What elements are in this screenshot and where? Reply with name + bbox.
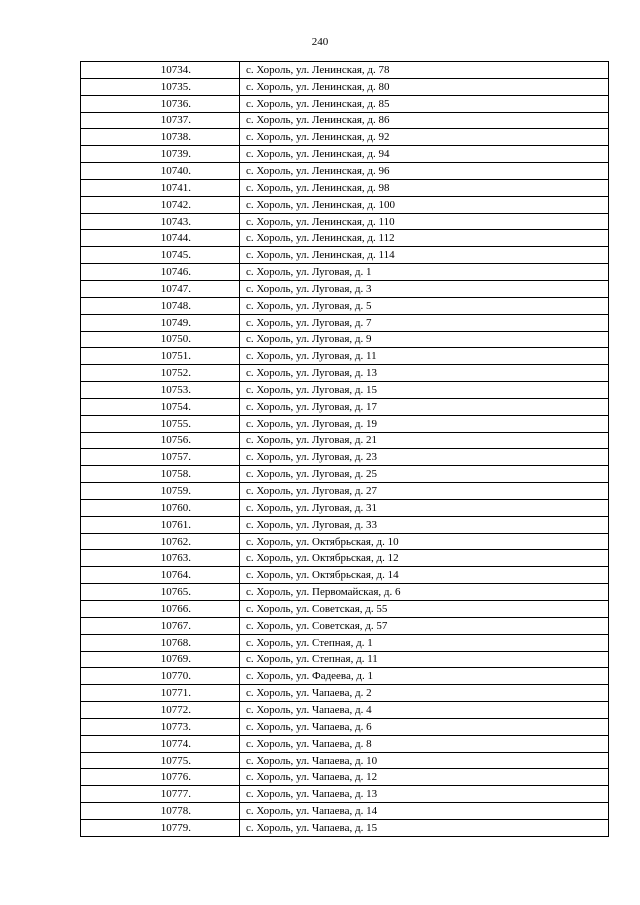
table-row: [81, 331, 609, 348]
row-address: с. Хороль, ул. Чапаева, д. 8: [240, 735, 609, 752]
row-number: 10744.: [81, 230, 240, 247]
row-number: 10740.: [81, 163, 240, 180]
table-row: [81, 129, 609, 146]
table-row: [81, 651, 609, 668]
table-row: [81, 230, 609, 247]
row-number: 10773.: [81, 718, 240, 735]
row-number: 10774.: [81, 735, 240, 752]
table-row: [81, 163, 609, 180]
row-number: 10735.: [81, 78, 240, 95]
table-row: [81, 365, 609, 382]
table-row: [81, 819, 609, 836]
row-number: 10757.: [81, 449, 240, 466]
row-number: 10758.: [81, 466, 240, 483]
table-row: [81, 264, 609, 281]
row-number: 10768.: [81, 634, 240, 651]
row-address: с. Хороль, ул. Ленинская, д. 92: [240, 129, 609, 146]
table-row: [81, 432, 609, 449]
row-number: 10764.: [81, 567, 240, 584]
row-address: с. Хороль, ул. Чапаева, д. 14: [240, 803, 609, 820]
row-number: 10779.: [81, 819, 240, 836]
row-number: 10739.: [81, 146, 240, 163]
row-address: с. Хороль, ул. Луговая, д. 3: [240, 280, 609, 297]
table-row: [81, 786, 609, 803]
row-address: с. Хороль, ул. Советская, д. 57: [240, 617, 609, 634]
table-row: [81, 668, 609, 685]
table-row: [81, 567, 609, 584]
table-row: [81, 685, 609, 702]
row-address: с. Хороль, ул. Луговая, д. 13: [240, 365, 609, 382]
row-number: 10753.: [81, 382, 240, 399]
table-row: [81, 516, 609, 533]
page-number: 240: [311, 36, 329, 48]
table-row: [81, 803, 609, 820]
row-address: с. Хороль, ул. Ленинская, д. 85: [240, 95, 609, 112]
row-address: с. Хороль, ул. Луговая, д. 23: [240, 449, 609, 466]
row-address: с. Хороль, ул. Луговая, д. 7: [240, 314, 609, 331]
table-row: [81, 213, 609, 230]
row-address: с. Хороль, ул. Ленинская, д. 94: [240, 146, 609, 163]
row-number: 10749.: [81, 314, 240, 331]
row-address: с. Хороль, ул. Луговая, д. 17: [240, 398, 609, 415]
row-address: с. Хороль, ул. Луговая, д. 31: [240, 499, 609, 516]
row-number: 10765.: [81, 584, 240, 601]
table-row: [81, 247, 609, 264]
row-number: 10741.: [81, 179, 240, 196]
row-address: с. Хороль, ул. Чапаева, д. 2: [240, 685, 609, 702]
row-number: 10737.: [81, 112, 240, 129]
table-row: [81, 617, 609, 634]
table-row: [81, 601, 609, 618]
row-address: с. Хороль, ул. Чапаева, д. 4: [240, 702, 609, 719]
row-address: с. Хороль, ул. Чапаева, д. 13: [240, 786, 609, 803]
table-row: [81, 483, 609, 500]
row-number: 10752.: [81, 365, 240, 382]
row-number: 10755.: [81, 415, 240, 432]
table-row: [81, 718, 609, 735]
table-row: [81, 584, 609, 601]
row-number: 10736.: [81, 95, 240, 112]
row-address: с. Хороль, ул. Степная, д. 11: [240, 651, 609, 668]
row-number: 10762.: [81, 533, 240, 550]
table-row: [81, 179, 609, 196]
table-row: [81, 533, 609, 550]
table-row: [81, 550, 609, 567]
row-number: 10777.: [81, 786, 240, 803]
row-address: с. Хороль, ул. Чапаева, д. 12: [240, 769, 609, 786]
row-address: с. Хороль, ул. Ленинская, д. 78: [240, 62, 609, 79]
table-row: [81, 634, 609, 651]
row-address: с. Хороль, ул. Ленинская, д. 112: [240, 230, 609, 247]
table-row: [81, 735, 609, 752]
row-number: 10760.: [81, 499, 240, 516]
row-number: 10761.: [81, 516, 240, 533]
row-address: с. Хороль, ул. Степная, д. 1: [240, 634, 609, 651]
row-number: 10759.: [81, 483, 240, 500]
row-address: с. Хороль, ул. Чапаева, д. 10: [240, 752, 609, 769]
row-number: 10754.: [81, 398, 240, 415]
row-address: с. Хороль, ул. Ленинская, д. 80: [240, 78, 609, 95]
row-number: 10766.: [81, 601, 240, 618]
row-number: 10771.: [81, 685, 240, 702]
row-address: с. Хороль, ул. Октябрьская, д. 14: [240, 567, 609, 584]
table-row: [81, 146, 609, 163]
row-number: 10769.: [81, 651, 240, 668]
row-address: с. Хороль, ул. Луговая, д. 5: [240, 297, 609, 314]
row-number: 10756.: [81, 432, 240, 449]
row-address: с. Хороль, ул. Ленинская, д. 100: [240, 196, 609, 213]
row-address: с. Хороль, ул. Чапаева, д. 6: [240, 718, 609, 735]
row-number: 10747.: [81, 280, 240, 297]
table-row: [81, 78, 609, 95]
table-row: [81, 752, 609, 769]
table-row: [81, 95, 609, 112]
table-row: [81, 415, 609, 432]
row-number: 10770.: [81, 668, 240, 685]
table-row: [81, 297, 609, 314]
table-row: [81, 702, 609, 719]
row-address: с. Хороль, ул. Луговая, д. 15: [240, 382, 609, 399]
table-row: [81, 112, 609, 129]
row-number: 10750.: [81, 331, 240, 348]
table-row: [81, 348, 609, 365]
row-address: с. Хороль, ул. Ленинская, д. 114: [240, 247, 609, 264]
table-row: [81, 62, 609, 79]
table-row: [81, 499, 609, 516]
row-number: 10763.: [81, 550, 240, 567]
row-address: с. Хороль, ул. Ленинская, д. 96: [240, 163, 609, 180]
row-address: с. Хороль, ул. Октябрьская, д. 10: [240, 533, 609, 550]
row-address: с. Хороль, ул. Фадеева, д. 1: [240, 668, 609, 685]
row-number: 10778.: [81, 803, 240, 820]
row-number: 10734.: [81, 62, 240, 79]
row-number: 10775.: [81, 752, 240, 769]
row-address: с. Хороль, ул. Ленинская, д. 110: [240, 213, 609, 230]
row-number: 10776.: [81, 769, 240, 786]
table-row: [81, 398, 609, 415]
row-address: с. Хороль, ул. Луговая, д. 9: [240, 331, 609, 348]
row-number: 10767.: [81, 617, 240, 634]
address-table: [80, 61, 609, 837]
row-number: 10748.: [81, 297, 240, 314]
row-number: 10738.: [81, 129, 240, 146]
row-number: 10746.: [81, 264, 240, 281]
row-address: с. Хороль, ул. Луговая, д. 25: [240, 466, 609, 483]
table-row: [81, 314, 609, 331]
row-address: с. Хороль, ул. Ленинская, д. 98: [240, 179, 609, 196]
row-number: 10751.: [81, 348, 240, 365]
row-address: с. Хороль, ул. Советская, д. 55: [240, 601, 609, 618]
row-address: с. Хороль, ул. Октябрьская, д. 12: [240, 550, 609, 567]
row-number: 10743.: [81, 213, 240, 230]
table-row: [81, 196, 609, 213]
row-number: 10742.: [81, 196, 240, 213]
table-row: [81, 466, 609, 483]
row-number: 10772.: [81, 702, 240, 719]
table-row: [81, 382, 609, 399]
row-address: с. Хороль, ул. Луговая, д. 11: [240, 348, 609, 365]
row-address: с. Хороль, ул. Луговая, д. 1: [240, 264, 609, 281]
row-address: с. Хороль, ул. Луговая, д. 33: [240, 516, 609, 533]
table-row: [81, 280, 609, 297]
row-address: с. Хороль, ул. Луговая, д. 19: [240, 415, 609, 432]
table-row: [81, 449, 609, 466]
row-address: с. Хороль, ул. Чапаева, д. 15: [240, 819, 609, 836]
row-address: с. Хороль, ул. Луговая, д. 27: [240, 483, 609, 500]
row-address: с. Хороль, ул. Ленинская, д. 86: [240, 112, 609, 129]
row-number: 10745.: [81, 247, 240, 264]
row-address: с. Хороль, ул. Первомайская, д. 6: [240, 584, 609, 601]
row-address: с. Хороль, ул. Луговая, д. 21: [240, 432, 609, 449]
address-table-body: [81, 62, 609, 837]
table-row: [81, 769, 609, 786]
